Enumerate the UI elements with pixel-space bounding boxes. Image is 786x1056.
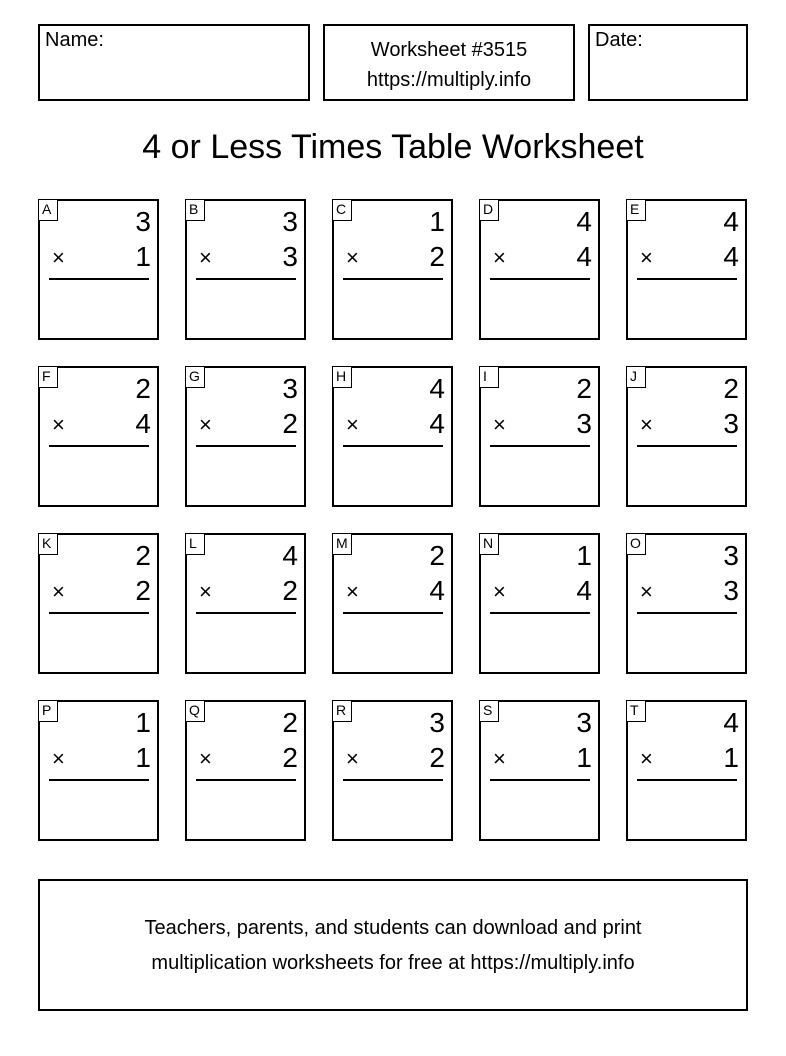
times-sign: × [52, 746, 65, 771]
times-sign: × [493, 412, 506, 437]
name-field[interactable] [38, 24, 310, 101]
answer-line [343, 779, 443, 781]
multiplier: 1 [135, 742, 151, 773]
answer-line [490, 779, 590, 781]
worksheet-website: https://multiply.info [366, 69, 532, 91]
problem-letter: L [185, 533, 205, 555]
answer-line [343, 445, 443, 447]
multiplier: 1 [576, 742, 592, 773]
times-sign: × [199, 579, 212, 604]
answer-line [490, 278, 590, 280]
times-sign: × [640, 746, 653, 771]
multiplicand: 2 [723, 373, 739, 404]
problem-letter: F [38, 366, 58, 388]
problem-card[interactable] [185, 199, 306, 340]
footer-line-2: multiplication worksheets for free at https://multiply.info [151, 952, 635, 974]
answer-line [637, 612, 737, 614]
problem-card[interactable] [38, 199, 159, 340]
answer-line [49, 779, 149, 781]
problem-card[interactable] [626, 533, 747, 674]
problem-letter: O [626, 533, 646, 555]
multiplier: 1 [723, 742, 739, 773]
answer-line [490, 445, 590, 447]
problem-letter: E [626, 199, 646, 221]
times-sign: × [52, 579, 65, 604]
multiplier: 1 [135, 241, 151, 272]
problem-letter: K [38, 533, 58, 555]
multiplier: 3 [282, 241, 298, 272]
problem-card[interactable] [479, 366, 600, 507]
answer-line [196, 779, 296, 781]
problem-card[interactable] [479, 700, 600, 841]
footer-line-1: Teachers, parents, and students can download and print [144, 917, 642, 939]
multiplicand: 2 [282, 707, 298, 738]
answer-line [343, 278, 443, 280]
multiplier: 4 [429, 408, 445, 439]
multiplicand: 4 [282, 540, 298, 571]
problem-card[interactable] [38, 366, 159, 507]
problem-card[interactable] [626, 700, 747, 841]
multiplier: 2 [429, 241, 445, 272]
problem-letter: J [626, 366, 646, 388]
multiplicand: 4 [723, 206, 739, 237]
answer-line [343, 612, 443, 614]
problem-card[interactable] [626, 366, 747, 507]
answer-line [637, 779, 737, 781]
footer-note [38, 879, 748, 1011]
multiplier: 4 [429, 575, 445, 606]
multiplier: 4 [576, 241, 592, 272]
problem-card[interactable] [185, 700, 306, 841]
multiplicand: 4 [723, 707, 739, 738]
times-sign: × [640, 412, 653, 437]
multiplier: 4 [135, 408, 151, 439]
multiplicand: 3 [282, 206, 298, 237]
multiplicand: 2 [429, 540, 445, 571]
problem-card[interactable] [38, 533, 159, 674]
multiplicand: 2 [576, 373, 592, 404]
problem-letter: N [479, 533, 499, 555]
problem-card[interactable] [185, 533, 306, 674]
times-sign: × [640, 579, 653, 604]
problem-card[interactable] [332, 700, 453, 841]
times-sign: × [199, 746, 212, 771]
times-sign: × [199, 245, 212, 270]
answer-line [637, 278, 737, 280]
times-sign: × [493, 746, 506, 771]
multiplicand: 3 [576, 707, 592, 738]
problem-card[interactable] [479, 199, 600, 340]
problem-letter: H [332, 366, 352, 388]
problem-letter: R [332, 700, 352, 722]
times-sign: × [52, 245, 65, 270]
answer-line [196, 445, 296, 447]
multiplier: 4 [723, 241, 739, 272]
multiplicand: 2 [135, 373, 151, 404]
multiplier: 2 [282, 742, 298, 773]
times-sign: × [346, 245, 359, 270]
date-label: Date: [595, 29, 643, 51]
multiplicand: 3 [282, 373, 298, 404]
multiplier: 3 [723, 408, 739, 439]
problem-card[interactable] [479, 533, 600, 674]
problem-card[interactable] [185, 366, 306, 507]
answer-line [49, 278, 149, 280]
problem-letter: P [38, 700, 58, 722]
multiplicand: 1 [429, 206, 445, 237]
problem-letter: Q [185, 700, 205, 722]
multiplicand: 3 [135, 206, 151, 237]
problem-card[interactable] [38, 700, 159, 841]
multiplier: 2 [282, 408, 298, 439]
multiplier: 2 [429, 742, 445, 773]
problem-letter: A [38, 199, 58, 221]
problem-letter: B [185, 199, 205, 221]
problem-letter: T [626, 700, 646, 722]
multiplier: 2 [135, 575, 151, 606]
date-field[interactable] [588, 24, 748, 101]
problem-card[interactable] [626, 199, 747, 340]
problem-letter: G [185, 366, 205, 388]
times-sign: × [493, 579, 506, 604]
problem-letter: S [479, 700, 499, 722]
multiplier: 3 [576, 408, 592, 439]
problem-card[interactable] [332, 199, 453, 340]
multiplicand: 1 [576, 540, 592, 571]
worksheet-info-box [323, 24, 575, 101]
multiplier: 2 [282, 575, 298, 606]
multiplicand: 1 [135, 707, 151, 738]
multiplicand: 2 [135, 540, 151, 571]
times-sign: × [199, 412, 212, 437]
answer-line [49, 445, 149, 447]
times-sign: × [640, 245, 653, 270]
answer-line [49, 612, 149, 614]
problem-letter: C [332, 199, 352, 221]
name-label: Name: [45, 29, 104, 51]
problem-card[interactable] [332, 366, 453, 507]
multiplicand: 3 [723, 540, 739, 571]
multiplier: 3 [723, 575, 739, 606]
problem-card[interactable] [332, 533, 453, 674]
times-sign: × [346, 746, 359, 771]
multiplicand: 3 [429, 707, 445, 738]
problem-letter: M [332, 533, 352, 555]
times-sign: × [346, 412, 359, 437]
times-sign: × [493, 245, 506, 270]
problem-letter: D [479, 199, 499, 221]
times-sign: × [52, 412, 65, 437]
answer-line [490, 612, 590, 614]
times-sign: × [346, 579, 359, 604]
multiplicand: 4 [429, 373, 445, 404]
worksheet-number: Worksheet #3515 [370, 39, 528, 61]
answer-line [637, 445, 737, 447]
multiplicand: 4 [576, 206, 592, 237]
multiplier: 4 [576, 575, 592, 606]
problem-letter: I [479, 366, 499, 388]
answer-line [196, 612, 296, 614]
answer-line [196, 278, 296, 280]
page-title: 4 or Less Times Table Worksheet [142, 128, 644, 166]
